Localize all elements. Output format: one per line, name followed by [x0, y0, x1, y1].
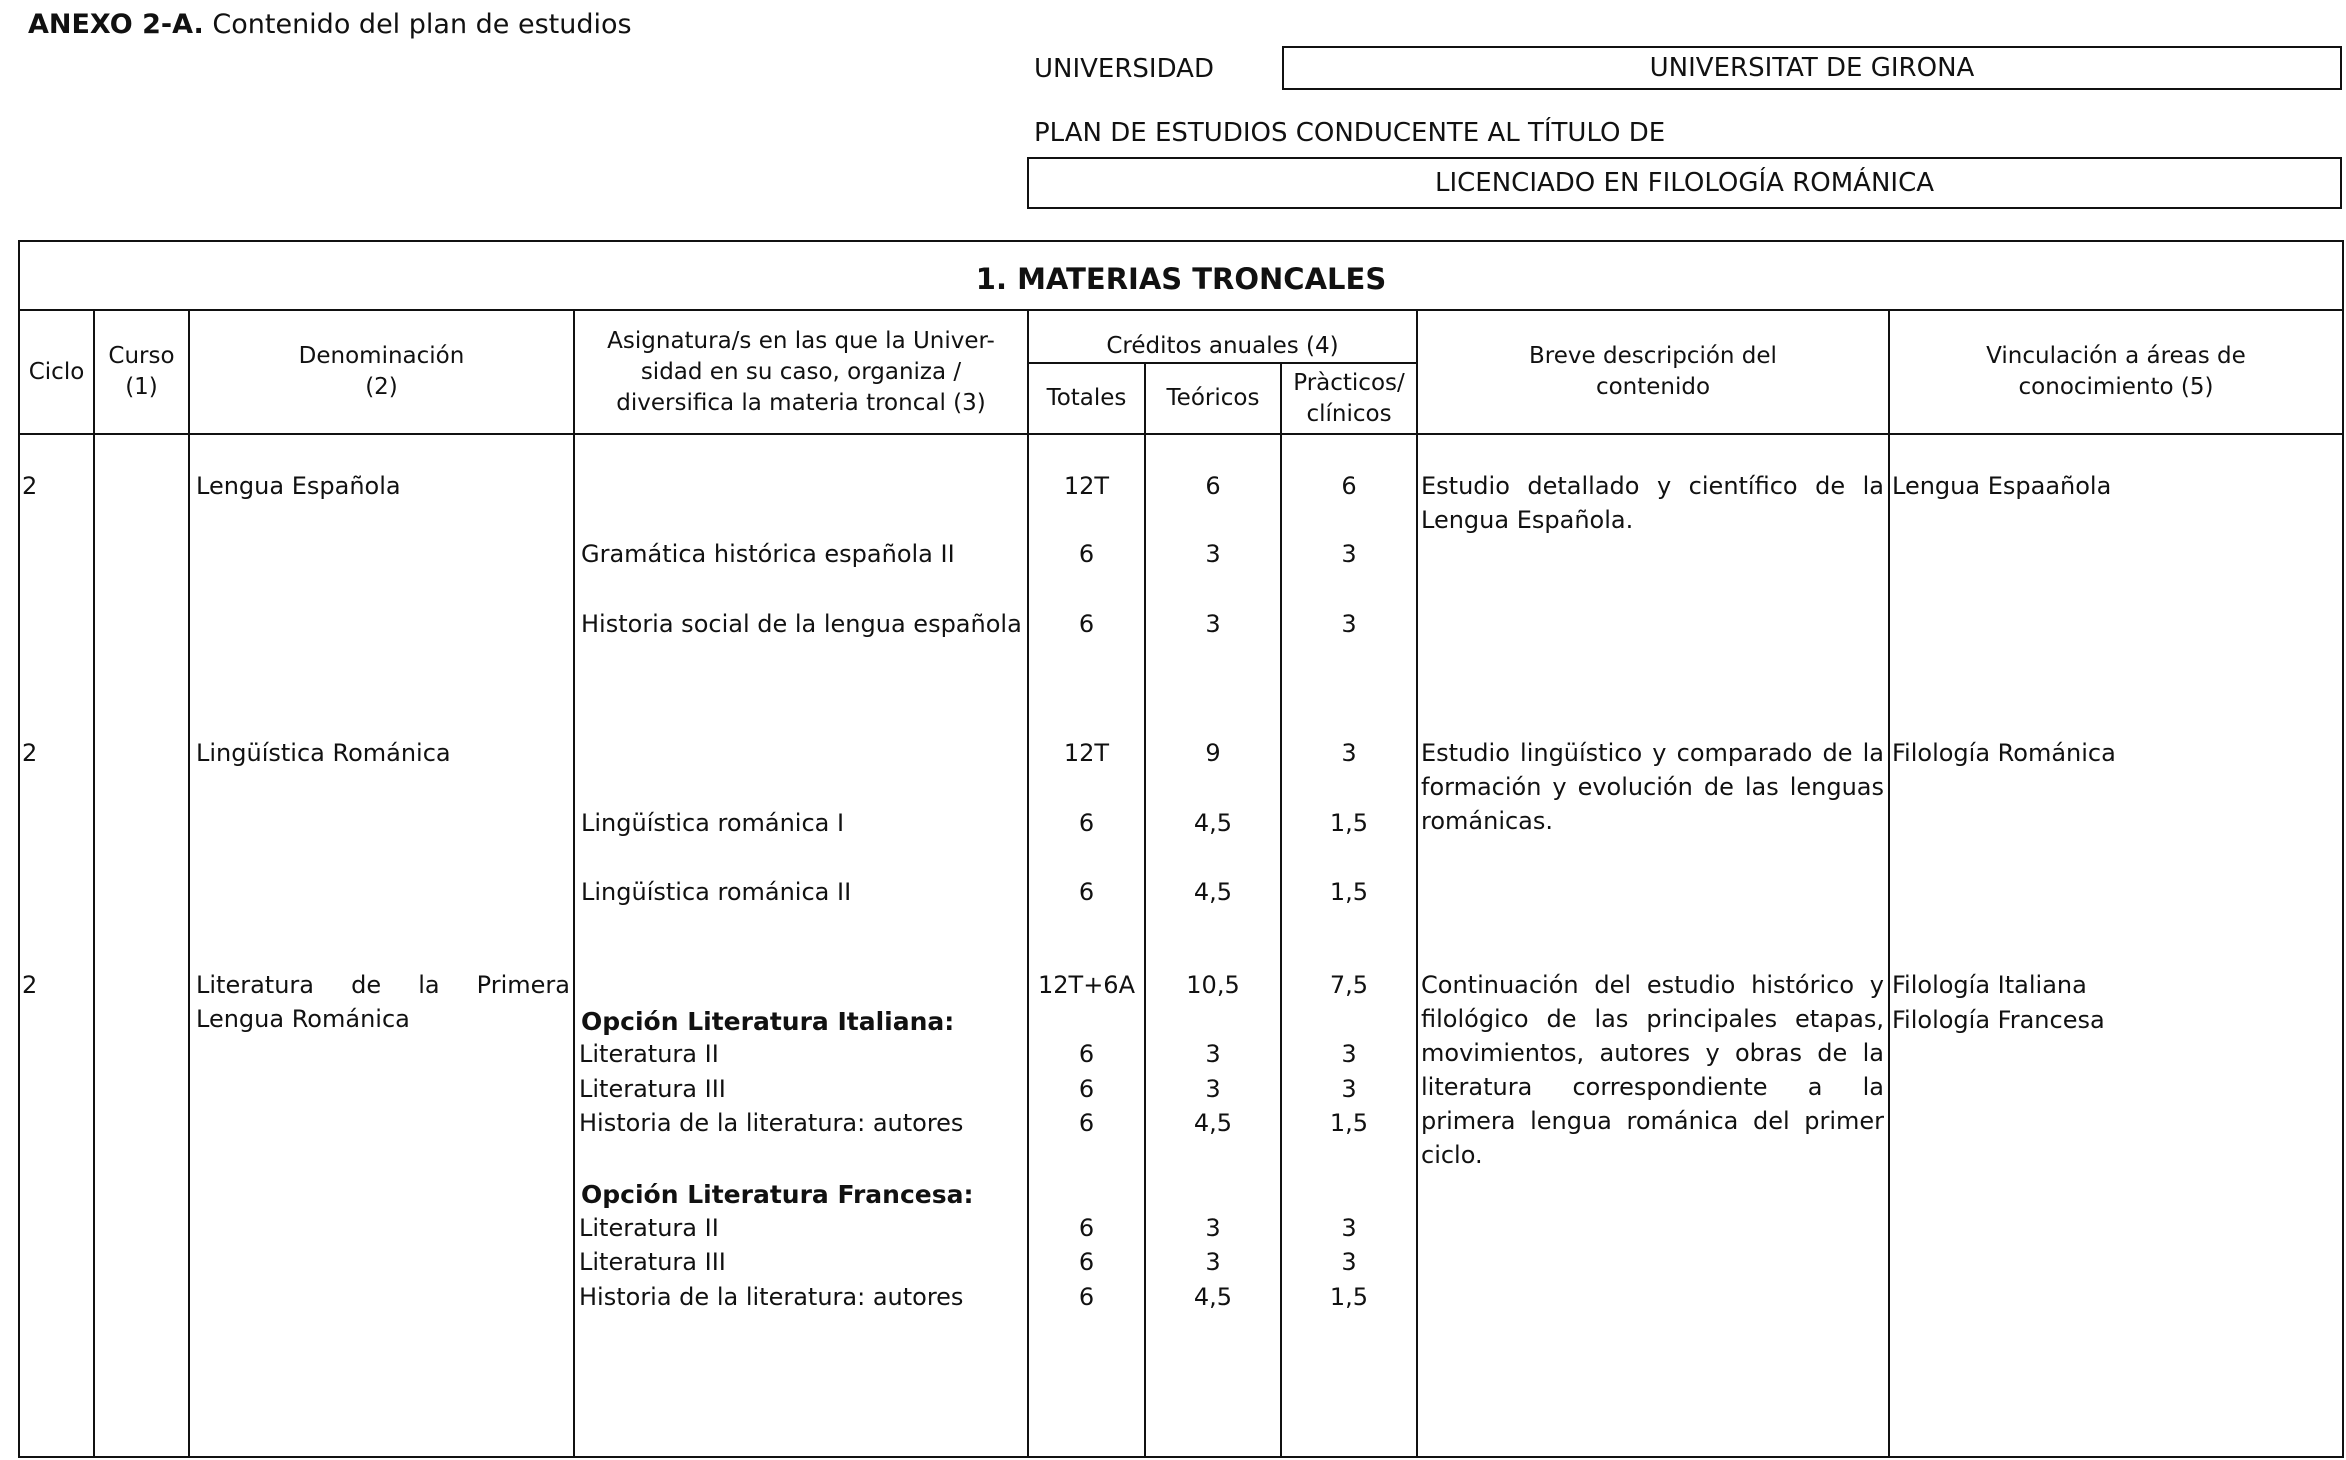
row3-totales: 12T+6A	[1038, 971, 1135, 999]
plan-value: LICENCIADO EN FILOLOGÍA ROMÁNICA	[1434, 168, 1935, 198]
table-rule	[1888, 309, 1890, 1458]
row3-desc-line: movimientos, autores y obras de la	[1421, 1039, 1884, 1067]
table-rule	[1416, 309, 1418, 1458]
row3-vinculacion-italiana: Filología Italiana	[1892, 971, 2087, 999]
row1-desc-line: Estudio detallado y científico de la	[1421, 472, 1884, 500]
row2-denominacion: Lingüística Románica	[196, 739, 451, 767]
francesa-subject-name: Historia de la literatura: autores	[579, 1283, 964, 1311]
italiana-subject-practicos: 1,5	[1329, 1109, 1369, 1137]
row3-ciclo: 2	[22, 971, 38, 999]
francesa-subject-totales: 6	[1078, 1283, 1095, 1311]
row2-teoricos: 9	[1205, 739, 1221, 767]
row2-descripcion	[1421, 736, 1884, 838]
row2-subject-teoricos: 4,5	[1193, 878, 1233, 906]
university-field	[1282, 46, 2342, 90]
header-asignaturas: Asignatura/s en las que la Univer- sidad en su caso, organiza / diversifica la materia troncal (3)	[607, 327, 995, 416]
row1-descripcion	[1421, 469, 1884, 537]
francesa-subject-practicos: 3	[1341, 1248, 1357, 1276]
italiana-subject-totales: 6	[1078, 1075, 1095, 1103]
row1-desc-line: Lengua Española.	[1421, 506, 1634, 534]
option-italiana-heading: Opción Literatura Italiana:	[581, 1007, 955, 1036]
row2-subject-name: Lingüística románica I	[581, 809, 845, 837]
italiana-subject-name: Literatura II	[579, 1040, 719, 1068]
header-denominacion: Denominación (2)	[298, 343, 465, 400]
row2-totales: 12T	[1063, 739, 1110, 767]
row2-subject-practicos: 1,5	[1329, 878, 1369, 906]
francesa-subject-name: Literatura III	[579, 1248, 726, 1276]
table-rule	[188, 309, 190, 1458]
section-title: 1. MATERIAS TRONCALES	[975, 262, 1387, 296]
row2-subject-practicos: 1,5	[1329, 809, 1369, 837]
italiana-subject-practicos: 3	[1341, 1040, 1357, 1068]
option-francesa-heading: Opción Literatura Francesa:	[581, 1180, 974, 1209]
francesa-subject-practicos: 1,5	[1329, 1283, 1369, 1311]
francesa-subject-totales: 6	[1078, 1248, 1095, 1276]
row1-subject-name: Gramática histórica española II	[581, 540, 955, 568]
university-label: UNIVERSIDAD	[1034, 54, 1214, 84]
row1-vinculacion: Lengua Espaañola	[1892, 472, 2112, 500]
university-value: UNIVERSITAT DE GIRONA	[1649, 53, 1975, 83]
francesa-subject-totales: 6	[1078, 1214, 1095, 1242]
row2-subject-totales: 6	[1078, 878, 1095, 906]
row3-vinculacion-francesa: Filología Francesa	[1892, 1006, 2105, 1034]
row2-subject-totales: 6	[1078, 809, 1095, 837]
italiana-subject-practicos: 3	[1341, 1075, 1357, 1103]
header-teoricos: Teóricos	[1166, 385, 1260, 411]
francesa-subject-practicos: 3	[1341, 1214, 1357, 1242]
header-vinculacion: Vinculación a áreas de conocimiento (5)	[1986, 343, 2246, 400]
row2-subject-name: Lingüística románica II	[581, 878, 852, 906]
row2-practicos: 3	[1341, 739, 1357, 767]
row2-subject-teoricos: 4,5	[1193, 809, 1233, 837]
row1-subject-name: Historia social de la lengua española	[581, 610, 1022, 638]
row3-denominacion-line: Lengua Románica	[196, 1005, 410, 1033]
row3-desc-line: filológico de las principales etapas,	[1421, 1005, 1884, 1033]
row3-descripcion	[1421, 968, 1884, 1172]
francesa-subject-teoricos: 3	[1205, 1214, 1221, 1242]
francesa-subject-teoricos: 3	[1205, 1248, 1221, 1276]
header-ciclo: Ciclo	[28, 358, 85, 385]
row3-desc-line: literatura correspondiente a la	[1421, 1073, 1884, 1101]
annex-title-text: Contenido del plan de estudios	[212, 9, 632, 40]
italiana-subject-teoricos: 3	[1205, 1040, 1221, 1068]
row1-practicos: 6	[1341, 472, 1357, 500]
italiana-subject-name: Literatura III	[579, 1075, 726, 1103]
table-rule	[18, 433, 2344, 435]
row3-desc-line: ciclo.	[1421, 1141, 1483, 1169]
italiana-subject-name: Historia de la literatura: autores	[579, 1109, 964, 1137]
row1-subject-teoricos: 3	[1205, 610, 1221, 638]
row3-practicos: 7,5	[1329, 971, 1369, 999]
row3-denominacion	[196, 968, 570, 1036]
row1-subject-practicos: 3	[1341, 610, 1357, 638]
plan-field	[1027, 157, 2342, 209]
row1-totales: 12T	[1063, 472, 1110, 500]
francesa-subject-name: Literatura II	[579, 1214, 719, 1242]
row1-teoricos: 6	[1205, 472, 1221, 500]
header-totales: Totales	[1046, 385, 1127, 411]
plan-label: PLAN DE ESTUDIOS CONDUCENTE AL TÍTULO DE	[1034, 118, 1666, 148]
header-descripcion: Breve descripción del contenido	[1529, 343, 1777, 400]
francesa-subject-teoricos: 4,5	[1193, 1283, 1233, 1311]
header-curso: Curso (1)	[108, 343, 175, 400]
row3-desc-line: Continuación del estudio histórico y	[1421, 971, 1884, 999]
row3-denominacion-line: Literatura de la Primera	[196, 971, 570, 999]
row3-teoricos: 10,5	[1186, 971, 1240, 999]
row1-ciclo: 2	[22, 472, 38, 500]
row2-ciclo: 2	[22, 739, 38, 767]
row1-denominacion: Lengua Española	[196, 472, 401, 500]
italiana-subject-teoricos: 4,5	[1193, 1109, 1233, 1137]
row1-subject-totales: 6	[1078, 610, 1095, 638]
table-rule	[573, 309, 575, 1458]
header-creditos: Créditos anuales (4)	[1106, 332, 1339, 359]
row1-subject-totales: 6	[1078, 540, 1095, 568]
annex-code: ANEXO 2-A.	[28, 9, 204, 40]
row2-desc-line: formación y evolución de las lenguas	[1421, 773, 1884, 801]
row1-subject-practicos: 3	[1341, 540, 1357, 568]
row2-desc-line: Estudio lingüístico y comparado de la	[1421, 739, 1884, 767]
italiana-subject-totales: 6	[1078, 1109, 1095, 1137]
annex-title	[28, 8, 632, 42]
header-practicos: Pràcticos/ clínicos	[1293, 369, 1405, 427]
row1-subject-teoricos: 3	[1205, 540, 1221, 568]
row2-vinculacion: Filología Románica	[1892, 739, 2116, 767]
italiana-subject-totales: 6	[1078, 1040, 1095, 1068]
row2-desc-line: románicas.	[1421, 807, 1554, 835]
italiana-subject-teoricos: 3	[1205, 1075, 1221, 1103]
row3-desc-line: primera lengua románica del primer	[1421, 1107, 1884, 1135]
table-rule	[93, 309, 95, 1458]
